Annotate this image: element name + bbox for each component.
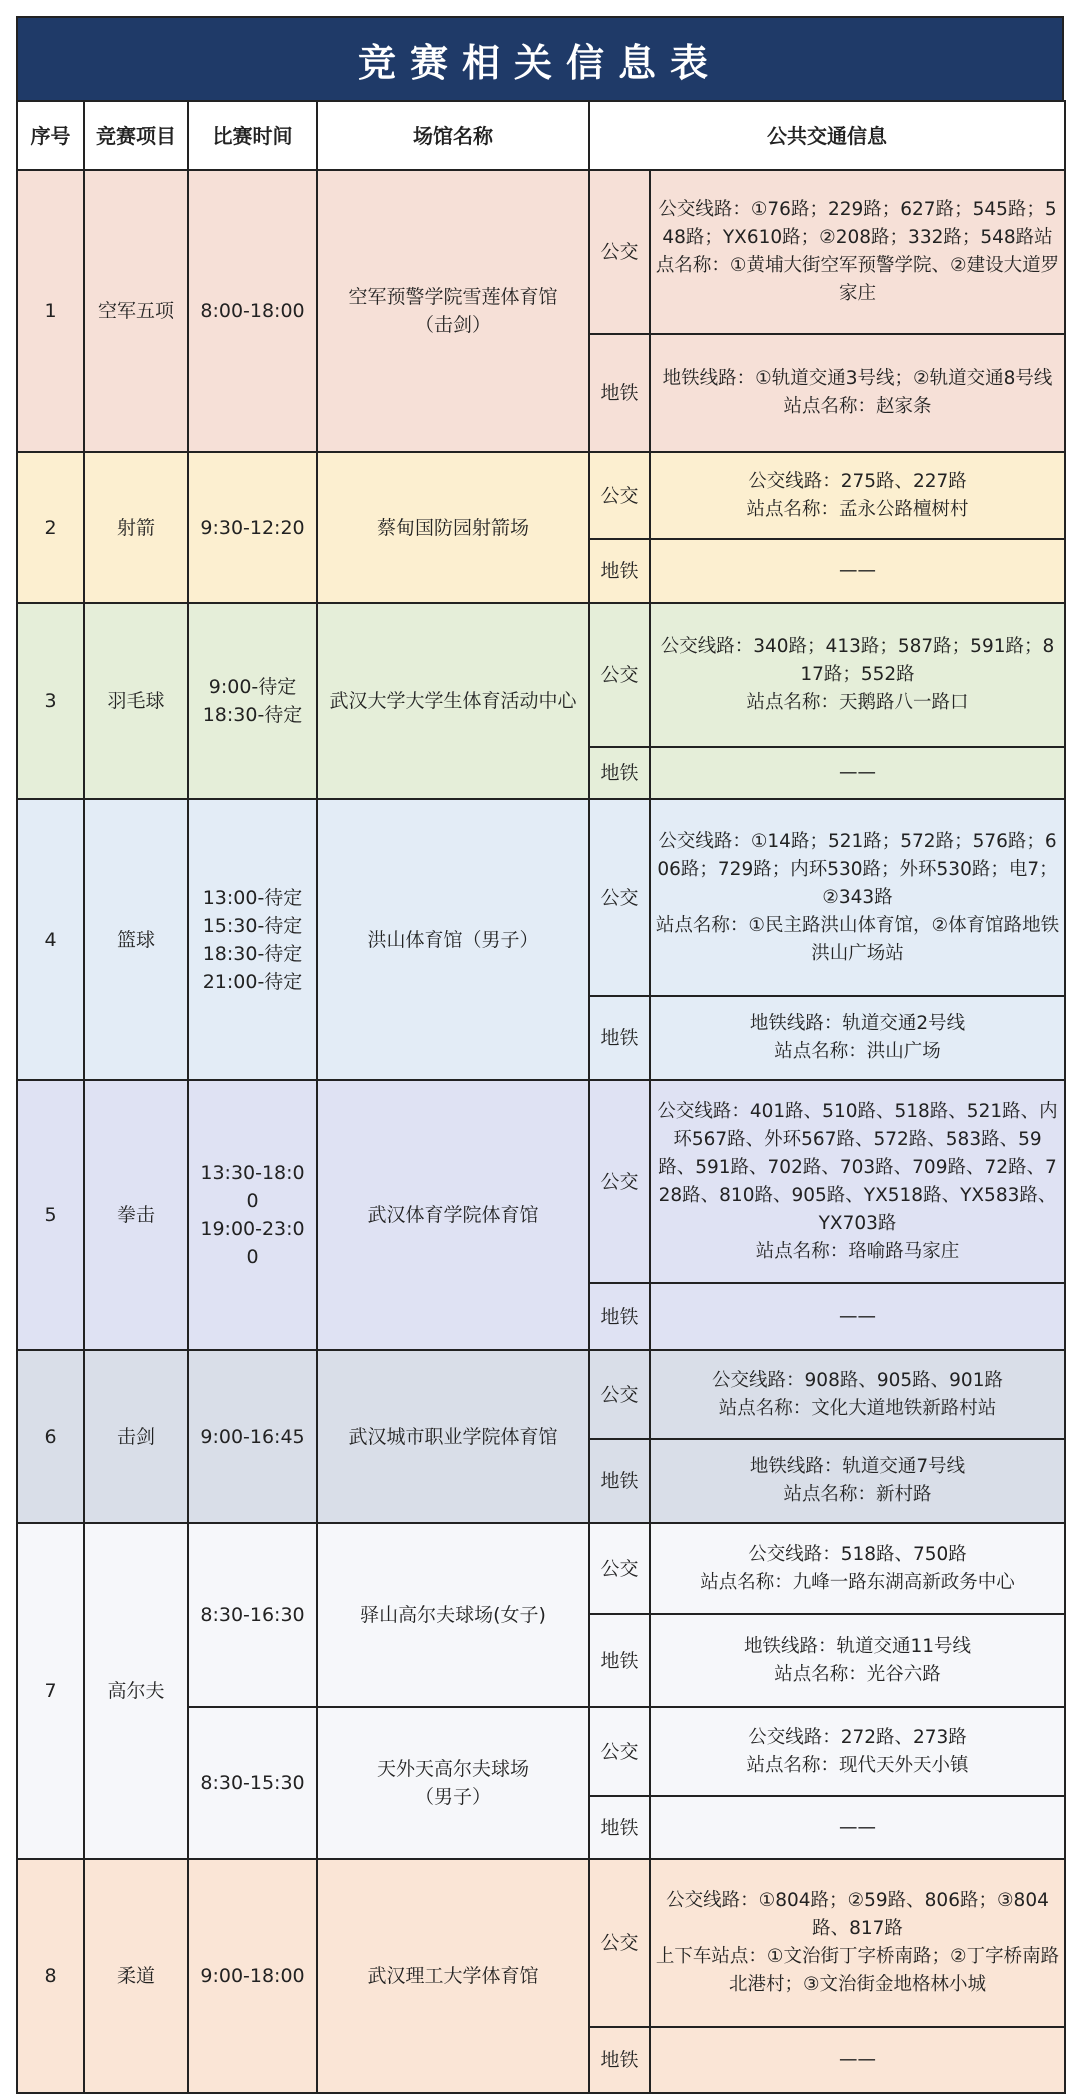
venue-name [317, 1707, 589, 1859]
bus-info-line: 公交线路：①804路；②59路、806路；③804路、817路 [666, 1890, 1049, 1939]
bus-label-line: 公交 [600, 484, 639, 507]
bus-label [589, 799, 650, 996]
subway-label [589, 996, 650, 1080]
match-time [188, 603, 317, 799]
event-number [17, 170, 84, 452]
bus-info-line: 公交线路：272路、273路 [748, 1726, 967, 1748]
subway-label [589, 747, 650, 799]
bus-label-line: 公交 [600, 886, 639, 909]
venue-name [317, 799, 589, 1080]
venue-name [317, 1859, 589, 2093]
bus-label-line: 公交 [600, 241, 639, 263]
competition-info-table [16, 100, 1066, 2094]
bus-info-line: 公交线路：275路、227路 [748, 470, 967, 492]
subway-info [650, 1439, 1065, 1523]
subway-info [650, 1283, 1065, 1350]
header-venue: 场馆名称 [317, 101, 589, 170]
info-table-container [16, 16, 1064, 2094]
subway-label [589, 1283, 650, 1350]
bus-info [650, 1859, 1065, 2027]
event-number [17, 452, 84, 603]
match-time-line: 18:30-待定 [202, 942, 303, 965]
subway-label [589, 1614, 650, 1707]
event-name [84, 1350, 188, 1523]
subway-label-line: 地铁 [600, 1470, 639, 1492]
event-name [84, 452, 188, 603]
subway-info-line: 地铁线路：①轨道交通3号线；②轨道交通8号线站点名称：赵家条 [662, 368, 1053, 417]
subway-info [650, 996, 1065, 1080]
bus-info-line: 上下车站点：①文治街丁字桥南路；②丁字桥南路北港村；③文治街金地格林小城 [655, 1946, 1060, 1995]
venue-name [317, 1350, 589, 1523]
match-time-line: 13:00-待定 [202, 886, 303, 909]
bus-info-line: 站点名称：珞喻路马家庄 [755, 1240, 960, 1262]
subway-info-line: 地铁线路：轨道交通11号线 [743, 1635, 972, 1657]
match-time [188, 452, 317, 603]
table-row [17, 1859, 1065, 2027]
bus-info [650, 603, 1065, 747]
subway-info [650, 2027, 1065, 2093]
bus-info-line: 公交线路：①76路；229路；627路；545路；548路；YX610路；②208路；332路；548路站点名称：①黄埔大街空军预警学院、②建设大道罗家庄 [655, 199, 1060, 304]
event-number [17, 1080, 84, 1350]
event-name [84, 1080, 188, 1350]
subway-info-line: —— [839, 560, 876, 581]
subway-info [650, 1796, 1065, 1859]
bus-label-line: 公交 [600, 1383, 639, 1406]
bus-info-line: 站点名称：九峰一路东湖高新政务中心 [700, 1571, 1015, 1593]
subway-label [589, 2027, 650, 2093]
venue-name-line: （男子） [414, 1786, 491, 1808]
table-row [17, 1080, 1065, 1283]
event-name-line: 击剑 [116, 1425, 155, 1448]
header-no: 序号 [17, 101, 84, 170]
event-name-line: 高尔夫 [107, 1680, 165, 1702]
event-number [17, 1859, 84, 2093]
bus-label-line: 公交 [600, 664, 639, 686]
subway-label-line: 地铁 [600, 1305, 639, 1328]
bus-label [589, 1859, 650, 2027]
header-time: 比赛时间 [188, 101, 317, 170]
event-number-line: 2 [44, 516, 57, 539]
table-row [17, 170, 1065, 334]
event-number-line: 6 [44, 1425, 57, 1448]
bus-info-line: 站点名称：文化大道地铁新路村站 [718, 1397, 997, 1419]
event-number [17, 1350, 84, 1523]
event-number-line: 3 [44, 690, 57, 712]
subway-info-line: —— [839, 1816, 876, 1838]
subway-label-line: 地铁 [600, 1649, 639, 1672]
subway-info [650, 1614, 1065, 1707]
bus-info [650, 1523, 1065, 1614]
bus-label [589, 452, 650, 539]
bus-label-line: 公交 [600, 1932, 639, 1954]
venue-name [317, 1523, 589, 1707]
event-name [84, 799, 188, 1080]
match-time [188, 1080, 317, 1350]
event-number-line: 1 [44, 300, 57, 322]
match-time [188, 1707, 317, 1859]
match-time [188, 170, 317, 452]
venue-name-line: 洪山体育馆（男子） [367, 928, 539, 951]
subway-label [589, 539, 650, 603]
match-time-line: 15:30-待定 [202, 914, 303, 937]
event-name [84, 170, 188, 452]
bus-label [589, 1350, 650, 1439]
match-time-line: 9:00-16:45 [200, 1425, 305, 1448]
subway-label [589, 334, 650, 452]
event-name-line: 柔道 [116, 1965, 155, 1987]
header-transport: 公共交通信息 [589, 101, 1065, 170]
match-time [188, 1859, 317, 2093]
venue-name [317, 603, 589, 799]
subway-label-line: 地铁 [600, 560, 639, 582]
event-name [84, 1523, 188, 1859]
subway-label [589, 1796, 650, 1859]
bus-label [589, 170, 650, 334]
event-number-line: 8 [44, 1965, 57, 1987]
subway-label-line: 地铁 [600, 382, 639, 404]
event-name-line: 篮球 [116, 928, 155, 951]
bus-info-line: 公交线路：340路；413路；587路；591路；817路；552路 [660, 636, 1055, 685]
table-row [17, 799, 1065, 996]
match-time [188, 1523, 317, 1707]
bus-info [650, 1080, 1065, 1283]
bus-info [650, 452, 1065, 539]
subway-info-line: —— [839, 762, 876, 783]
event-number-line: 4 [44, 928, 57, 951]
bus-info-line: 站点名称：①民主路洪山体育馆，②体育馆路地铁洪山广场站 [655, 914, 1060, 964]
subway-info-line: 站点名称：光谷六路 [774, 1663, 941, 1685]
subway-info-line: —— [839, 2049, 876, 2070]
match-time-line: 9:00-待定 [208, 676, 297, 698]
bus-info [650, 1350, 1065, 1439]
event-name [84, 1859, 188, 2093]
subway-label-line: 地铁 [600, 2049, 639, 2071]
event-number [17, 603, 84, 799]
event-name-line: 空军五项 [97, 300, 174, 322]
venue-name [317, 170, 589, 452]
match-time-line: 8:30-16:30 [200, 1604, 305, 1626]
bus-label [589, 1707, 650, 1796]
venue-name [317, 452, 589, 603]
subway-info [650, 539, 1065, 603]
subway-info-line: —— [839, 1305, 876, 1327]
match-time-line: 13:30-18:00 [200, 1162, 305, 1212]
bus-label-line: 公交 [600, 1557, 639, 1580]
event-number [17, 1523, 84, 1859]
match-time-line: 8:00-18:00 [200, 300, 305, 322]
table-row [17, 1350, 1065, 1439]
bus-info [650, 799, 1065, 996]
venue-name-line: （击剑） [414, 314, 491, 336]
bus-info [650, 170, 1065, 334]
venue-name-line: 空军预警学院雪莲体育馆 [348, 286, 558, 308]
bus-label [589, 603, 650, 747]
bus-label [589, 1523, 650, 1614]
venue-name-line: 蔡甸国防园射箭场 [376, 516, 529, 539]
event-number [17, 799, 84, 1080]
match-time-line: 21:00-待定 [202, 970, 303, 993]
match-time-line: 18:30-待定 [202, 704, 303, 726]
subway-info [650, 334, 1065, 452]
subway-info-line: 地铁线路：轨道交通2号线 [749, 1013, 966, 1034]
event-number-line: 7 [44, 1680, 57, 1702]
subway-label-line: 地铁 [600, 762, 639, 784]
event-name-line: 拳击 [116, 1204, 155, 1226]
match-time [188, 1350, 317, 1523]
venue-name-line: 武汉大学大学生体育活动中心 [329, 690, 577, 712]
venue-name-line: 天外天高尔夫球场 [376, 1758, 529, 1780]
bus-info-line: 公交线路：①14路；521路；572路；576路；606路；729路；内环530路；外环530路；电7；②343路 [657, 830, 1058, 908]
event-name-line: 射箭 [116, 516, 155, 539]
event-name [84, 603, 188, 799]
table-row [17, 603, 1065, 747]
venue-name-line: 武汉体育学院体育馆 [367, 1204, 539, 1226]
bus-label [589, 1080, 650, 1283]
match-time-line: 9:00-18:00 [200, 1965, 305, 1987]
page-title: 竞赛相关信息表 [16, 16, 1064, 100]
bus-label-line: 公交 [600, 1170, 639, 1193]
table-header-row [17, 101, 1065, 170]
bus-label-line: 公交 [600, 1740, 639, 1763]
bus-info-line: 公交线路：908路、905路、901路 [712, 1369, 1003, 1391]
subway-info [650, 747, 1065, 799]
venue-name-line: 武汉理工大学体育馆 [367, 1965, 539, 1987]
bus-info-line: 站点名称：现代天外天小镇 [746, 1754, 969, 1776]
bus-info-line: 站点名称：孟永公路檀树村 [746, 498, 969, 520]
match-time-line: 8:30-15:30 [200, 1772, 305, 1794]
table-row [17, 1523, 1065, 1614]
bus-info [650, 1707, 1065, 1796]
subway-info-line: 地铁线路：轨道交通7号线 [749, 1456, 966, 1477]
subway-info-line: 站点名称：新村路 [783, 1484, 932, 1505]
table-row [17, 452, 1065, 539]
event-number-line: 5 [44, 1204, 57, 1226]
subway-label [589, 1439, 650, 1523]
subway-info-line: 站点名称：洪山广场 [774, 1041, 941, 1062]
venue-name-line: 驿山高尔夫球场(女子) [360, 1604, 546, 1626]
subway-label-line: 地铁 [600, 1027, 639, 1049]
header-event: 竞赛项目 [84, 101, 188, 170]
bus-info-line: 公交线路：401路、510路、518路、521路、内环567路、外环567路、572路、583路、59路、591路、702路、703路、709路、72路、728路、810路、905路、YX518路、YX583路、YX703路 [657, 1100, 1058, 1234]
event-name-line: 羽毛球 [107, 690, 165, 712]
venue-name-line: 武汉城市职业学院体育馆 [348, 1425, 558, 1448]
subway-label-line: 地铁 [600, 1816, 639, 1839]
bus-info-line: 公交线路：518路、750路 [748, 1543, 967, 1565]
match-time-line: 19:00-23:00 [200, 1218, 305, 1268]
match-time-line: 9:30-12:20 [200, 516, 305, 539]
match-time [188, 799, 317, 1080]
bus-info-line: 站点名称：天鹅路八一路口 [746, 692, 969, 713]
venue-name [317, 1080, 589, 1350]
